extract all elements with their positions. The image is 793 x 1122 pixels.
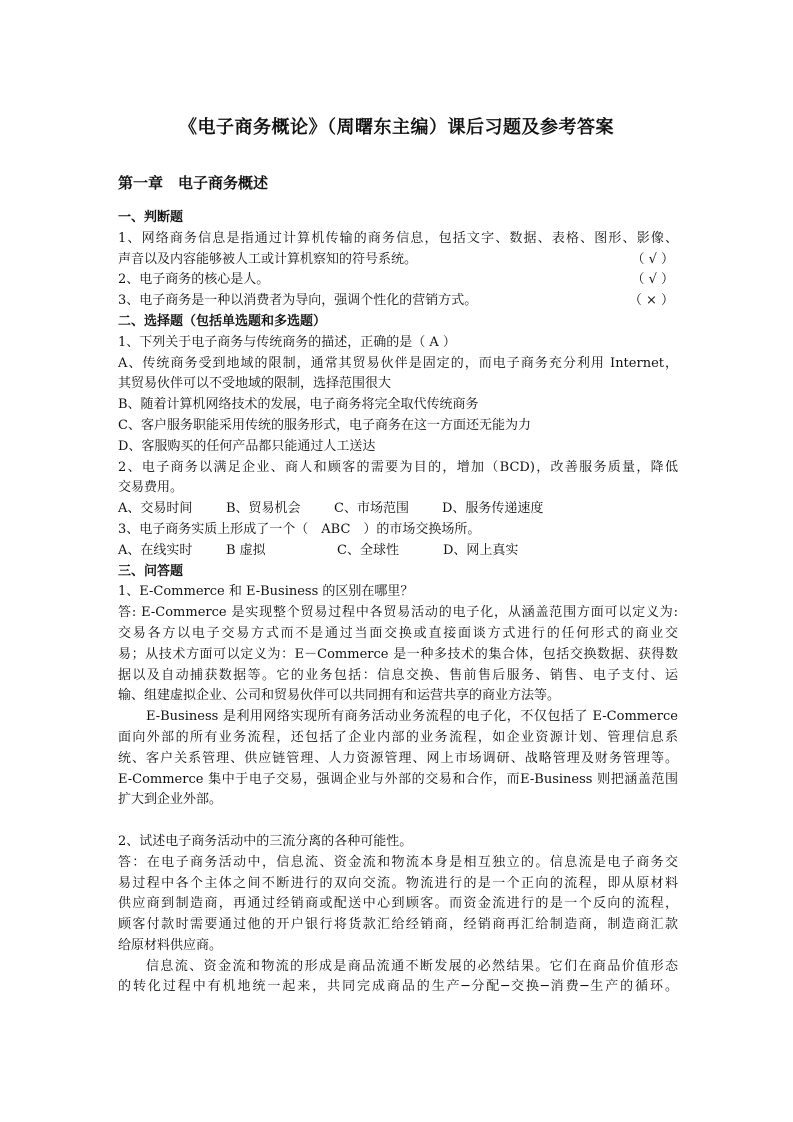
question-text: 3、电子商务实质上形成了一个（ ABC ）的市场交换场所。	[118, 521, 481, 537]
answer-line: 面向外部的所有业务流程，还包括了企业内部的业务流程，如企业资源计划、管理信息系	[118, 729, 678, 745]
answer-line: 统、客户关系管理、供应链管理、人力资源管理、网上市场调研、战略管理及财务管理等。	[118, 750, 678, 766]
options-row	[118, 499, 678, 520]
answer-line: 给原材料供应商。	[118, 937, 223, 953]
question-text-cont: 3、电子商务是一种以消费者为导向，强调个性化的营销方式。	[118, 293, 478, 309]
section-heading-choice: 二、选择题（包括单选题和多选题）	[118, 313, 327, 329]
option-text: C、客户服务职能采用传统的服务形式，电子商务在这一方面还无能为力	[118, 417, 531, 433]
question-text-cont: 声音以及内容能够被人工或计算机察知的符号系统。	[118, 251, 418, 267]
option-text: D、客服购买的任何产品都只能通过人工送达	[118, 438, 376, 454]
answer-line: 供应商到制造商，再通过经销商或配送中心到顾客。而资金流进行的是一个反向的流程，	[118, 896, 678, 912]
question-text	[118, 291, 678, 312]
question-text	[118, 270, 678, 291]
answer-line: 据以及自动捕获数据等。它的业务包括：信息交换、售前售后服务、销售、电子支付、运	[118, 667, 678, 683]
answer-line: 答: E-Commerce 是实现整个贸易过程中各贸易活动的电子化，从涵盖范围方面可以定义为:	[118, 605, 678, 621]
chapter-heading: 第一章 电子商务概述	[118, 174, 269, 192]
question-text: 1、下列关于电子商务与传统商务的描述，正确的是（ A ）	[118, 334, 456, 350]
option-text: 其贸易伙伴可以不受地域的限制，选择范围很大	[118, 376, 392, 392]
option-c: C、市场范围	[334, 501, 409, 517]
options-row	[118, 541, 678, 562]
option-a: A、交易时间	[118, 501, 193, 517]
document-title: 《电子商务概论》（周曙东主编）课后习题及参考答案	[179, 117, 614, 138]
option-d: D、服务传递速度	[442, 501, 544, 517]
answer-line: 交易各方以电子交易方式而不是通过当面交换或直接面谈方式进行的任何形式的商业交	[118, 625, 678, 641]
answer-line: 扩大到企业外部。	[118, 792, 223, 808]
answer-line: 输、组建虚拟企业、公司和贸易伙伴可以共同拥有和运营共享的商业方法等。	[118, 688, 561, 704]
answer-line: 易过程中各个主体之间不断进行的双向交流。物流进行的是一个正向的流程，即从原材料	[118, 875, 678, 891]
question-text-cont: 2、电子商务的核心是人。	[118, 272, 270, 288]
answer-line: 信息流、资金流和物流的形成是商品流通不断发展的必然结果。它们在商品价值形态	[146, 958, 678, 974]
option-a: A、在线实时	[118, 542, 193, 558]
paragraph-gap	[118, 811, 678, 832]
option-d: D、网上真实	[443, 542, 519, 558]
option-text: B、随着计算机网络技术的发展，电子商务将完全取代传统商务	[118, 397, 479, 413]
answer-line: 顾客付款时需要通过他的开户银行将货款汇给经销商，经销商再汇给制造商，制造商汇款	[118, 917, 678, 933]
answer-mark: （ × ）	[628, 293, 674, 309]
section-heading-qa: 三、问答题	[118, 563, 184, 579]
option-text: A、传统商务受到地域的限制，通常其贸易伙伴是固定的，而电子商务充分利用 Internet，	[118, 355, 678, 371]
document-body	[118, 208, 678, 998]
option-b: B 虚拟	[226, 542, 266, 558]
answer-line: E-Commerce 集中于电子交易，强调企业与外部的交易和合作，而E-Business 则把涵盖范围	[118, 771, 678, 787]
option-c: C、全球性	[337, 542, 399, 558]
question-text: 1、网络商务信息是指通过计算机传输的商务信息，包括文字、数据、表格、图形、影像、	[118, 230, 678, 246]
answer-mark: （ √ ）	[631, 251, 674, 267]
question-text: 交易费用。	[118, 480, 184, 496]
question-text: 1、E-Commerce 和 E-Business 的区别在哪里？	[118, 584, 414, 600]
answer-line: 的转化过程中有机地统一起来，共同完成商品的生产─分配─交换─消费─生产的循环。	[118, 979, 678, 995]
answer-line: 易；从技术方面可以定义为：E－Commerce 是一种多技术的集合体，包括交换数据、获得数	[118, 646, 678, 662]
answer-line: E-Business 是利用网络实现所有商务活动业务流程的电子化，不仅包括了 E-Commerce	[146, 709, 678, 725]
question-text	[118, 250, 678, 271]
question-text: 2、试述电子商务活动中的三流分离的各种可能性。	[118, 833, 413, 849]
question-text: 2、电子商务以满足企业、商人和顾客的需要为目的，增加（BCD)，改善服务质量，降低	[118, 459, 678, 475]
section-heading-judgement: 一、判断题	[118, 210, 184, 225]
answer-line: 答：在电子商务活动中，信息流、资金流和物流本身是相互独立的。信息流是电子商务交	[118, 854, 678, 870]
option-b: B、贸易机会	[226, 501, 301, 517]
answer-mark: （ √ ）	[631, 272, 674, 288]
